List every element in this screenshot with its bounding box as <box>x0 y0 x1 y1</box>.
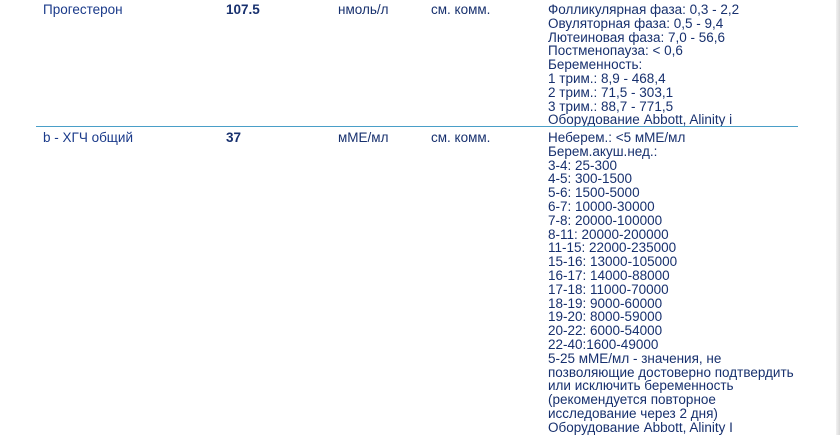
row-divider <box>36 126 798 127</box>
reference-line: исследование через 2 дня) <box>548 405 718 421</box>
reference-line: Беременность: <box>548 57 643 73</box>
reference-range <box>548 131 794 435</box>
test-value: 37 <box>226 130 242 145</box>
reference-line: 7-8: 20000-100000 <box>548 212 663 228</box>
reference-line: 3 трим.: 88,7 - 771,5 <box>548 98 674 114</box>
reference-line: 3-4: 25-300 <box>548 157 618 173</box>
test-value: 107.5 <box>226 2 260 17</box>
reference-line: 15-16: 13000-105000 <box>548 254 678 270</box>
reference-line: Оборудование Abbott, Alinity i <box>548 112 733 128</box>
test-method: см. комм. <box>431 130 491 145</box>
reference-line: Лютеиновая фаза: 7,0 - 56,6 <box>548 29 726 45</box>
reference-line: 22-40:1600-49000 <box>548 336 659 352</box>
reference-line: 4-5: 300-1500 <box>548 171 633 187</box>
reference-line: Берем.акуш.нед.: <box>548 143 658 159</box>
reference-line: Неберем.: <5 мМЕ/мл <box>548 130 686 145</box>
reference-line: Овуляторная фаза: 0,5 - 9,4 <box>548 15 724 31</box>
test-method: см. комм. <box>431 2 491 17</box>
reference-line: 5-6: 1500-5000 <box>548 185 640 201</box>
test-unit: нмоль/л <box>338 2 389 17</box>
reference-line: 2 трим.: 71,5 - 303,1 <box>548 84 674 100</box>
reference-line: Оборудование Abbott, Alinity I <box>548 419 733 435</box>
reference-line: 8-11: 20000-200000 <box>548 226 669 242</box>
reference-line: 1 трим.: 8,9 - 468,4 <box>548 70 666 86</box>
reference-line: Постменопауза: < 0,6 <box>548 43 683 59</box>
reference-line: (рекомендуется повторное <box>548 392 716 408</box>
reference-line: 20-22: 6000-54000 <box>548 323 663 339</box>
reference-range <box>548 3 739 127</box>
reference-line: 11-15: 22000-235000 <box>548 240 677 256</box>
reference-line: 17-18: 11000-70000 <box>548 281 669 297</box>
test-name: Прогестерон <box>43 2 123 17</box>
test-name: b - ХГЧ общий <box>43 130 133 145</box>
reference-line: позволяющие достоверно подтвердить <box>548 364 794 380</box>
test-unit: мМЕ/мл <box>338 130 389 145</box>
page-edge-shadow <box>836 0 840 435</box>
reference-line: 5-25 мМЕ/мл - значения, не <box>548 350 722 366</box>
reference-line: 6-7: 10000-30000 <box>548 198 655 214</box>
reference-line: Фолликулярная фаза: 0,3 - 2,2 <box>548 2 740 17</box>
reference-line: или исключить беременность <box>548 378 734 394</box>
reference-line: 19-20: 8000-59000 <box>548 309 663 325</box>
reference-line: 16-17: 14000-88000 <box>548 267 670 283</box>
reference-line: 18-19: 9000-60000 <box>548 295 663 311</box>
